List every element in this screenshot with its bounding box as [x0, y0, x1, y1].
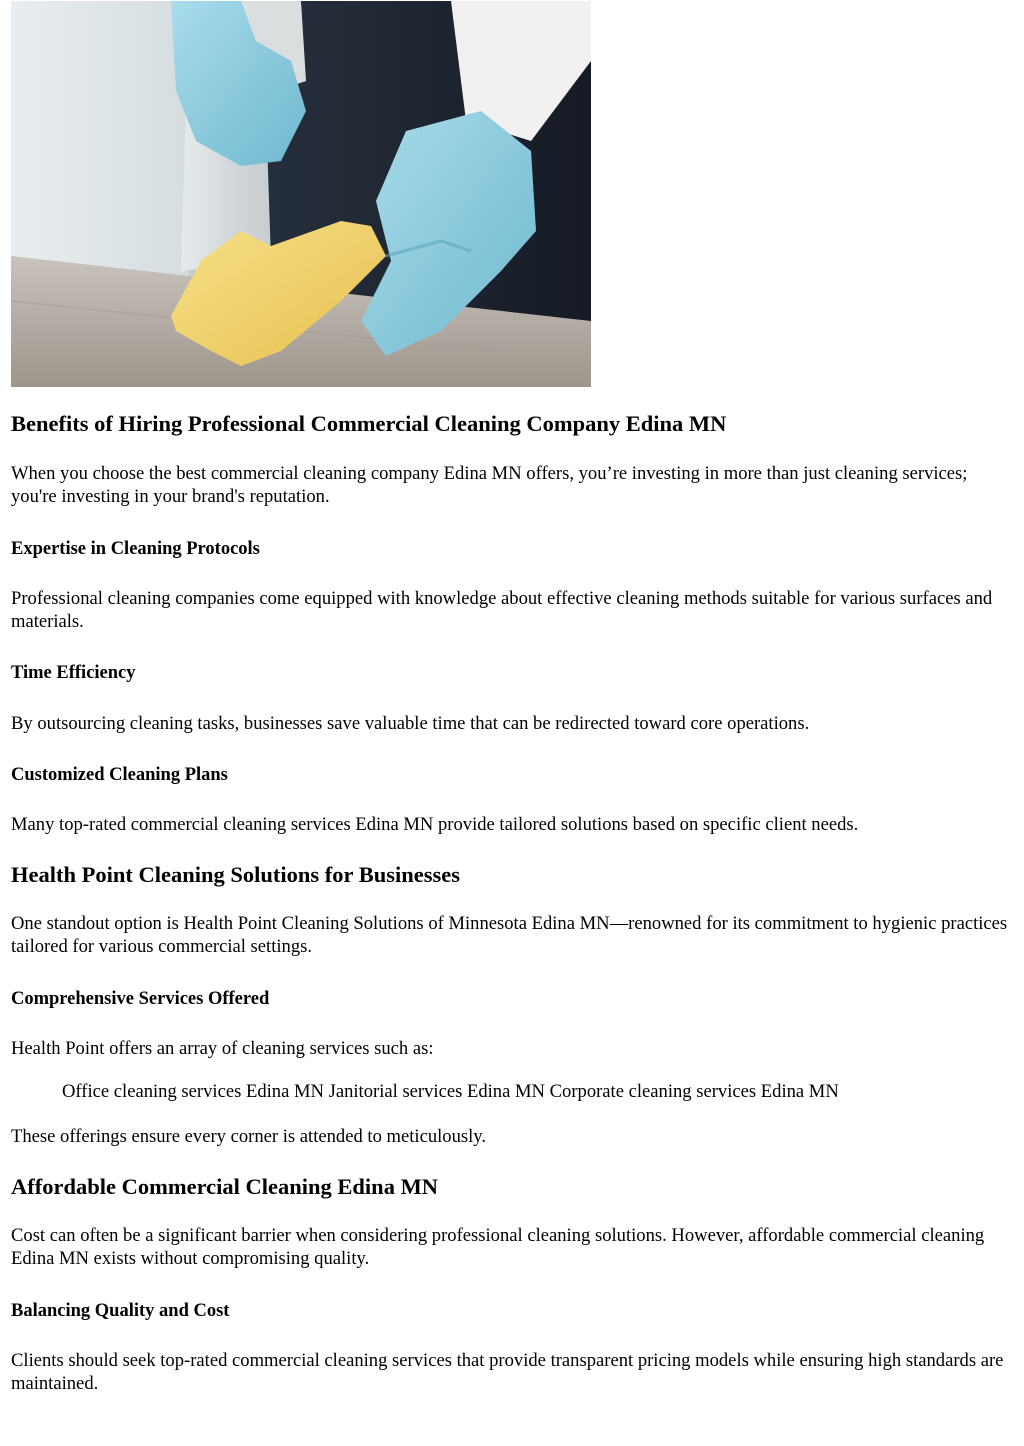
paragraph-services-intro: Health Point offers an array of cleaning services such as:	[11, 1038, 434, 1059]
heading-health-point: Health Point Cleaning Solutions for Businesses	[11, 862, 461, 887]
paragraph-benefits-intro: When you choose the best commercial cleaning company Edina MN offers, you’re investing in more than just cleaning services; you're investing in your brand's reputation.	[11, 463, 968, 507]
paragraph-affordable: Cost can often be a significant barrier when considering professional cleaning solutions. However, affordable commercial cleaning Edina MN exists without compromising quality.	[11, 1225, 985, 1269]
heading-expertise: Expertise in Cleaning Protocols	[11, 539, 260, 559]
heading-balancing: Balancing Quality and Cost	[11, 1301, 230, 1321]
list-item: Janitorial services Edina MN	[328, 1081, 545, 1102]
services-list	[62, 1080, 839, 1104]
paragraph-customized-plans: Many top-rated commercial cleaning services Edina MN provide tailored solutions based on specific client needs.	[11, 814, 859, 835]
paragraph-expertise: Professional cleaning companies come equipped with knowledge about effective cleaning methods suitable for various surfaces and materials.	[11, 588, 993, 632]
cleaning-photo-illustration	[11, 1, 591, 387]
heading-comprehensive-services: Comprehensive Services Offered	[11, 989, 270, 1009]
list-item: Corporate cleaning services Edina MN	[549, 1081, 839, 1102]
paragraph-services-outro: These offerings ensure every corner is attended to meticulously.	[11, 1126, 487, 1147]
hero-image	[11, 1, 591, 387]
heading-time-efficiency: Time Efficiency	[11, 663, 136, 683]
paragraph-balancing: Clients should seek top-rated commercial cleaning services that provide transparent pricing models while ensuring high standards are maintained.	[11, 1350, 1004, 1394]
heading-benefits: Benefits of Hiring Professional Commercial Cleaning Company Edina MN	[11, 411, 727, 436]
heading-affordable: Affordable Commercial Cleaning Edina MN	[11, 1174, 439, 1199]
paragraph-time-efficiency: By outsourcing cleaning tasks, businesses save valuable time that can be redirected toward core operations.	[11, 713, 810, 734]
list-item: Office cleaning services Edina MN	[62, 1081, 324, 1102]
heading-customized-plans: Customized Cleaning Plans	[11, 765, 228, 785]
paragraph-health-point: One standout option is Health Point Cleaning Solutions of Minnesota Edina MN—renowned for its commitment to hygienic practices tailored for various commercial settings.	[11, 913, 1008, 957]
